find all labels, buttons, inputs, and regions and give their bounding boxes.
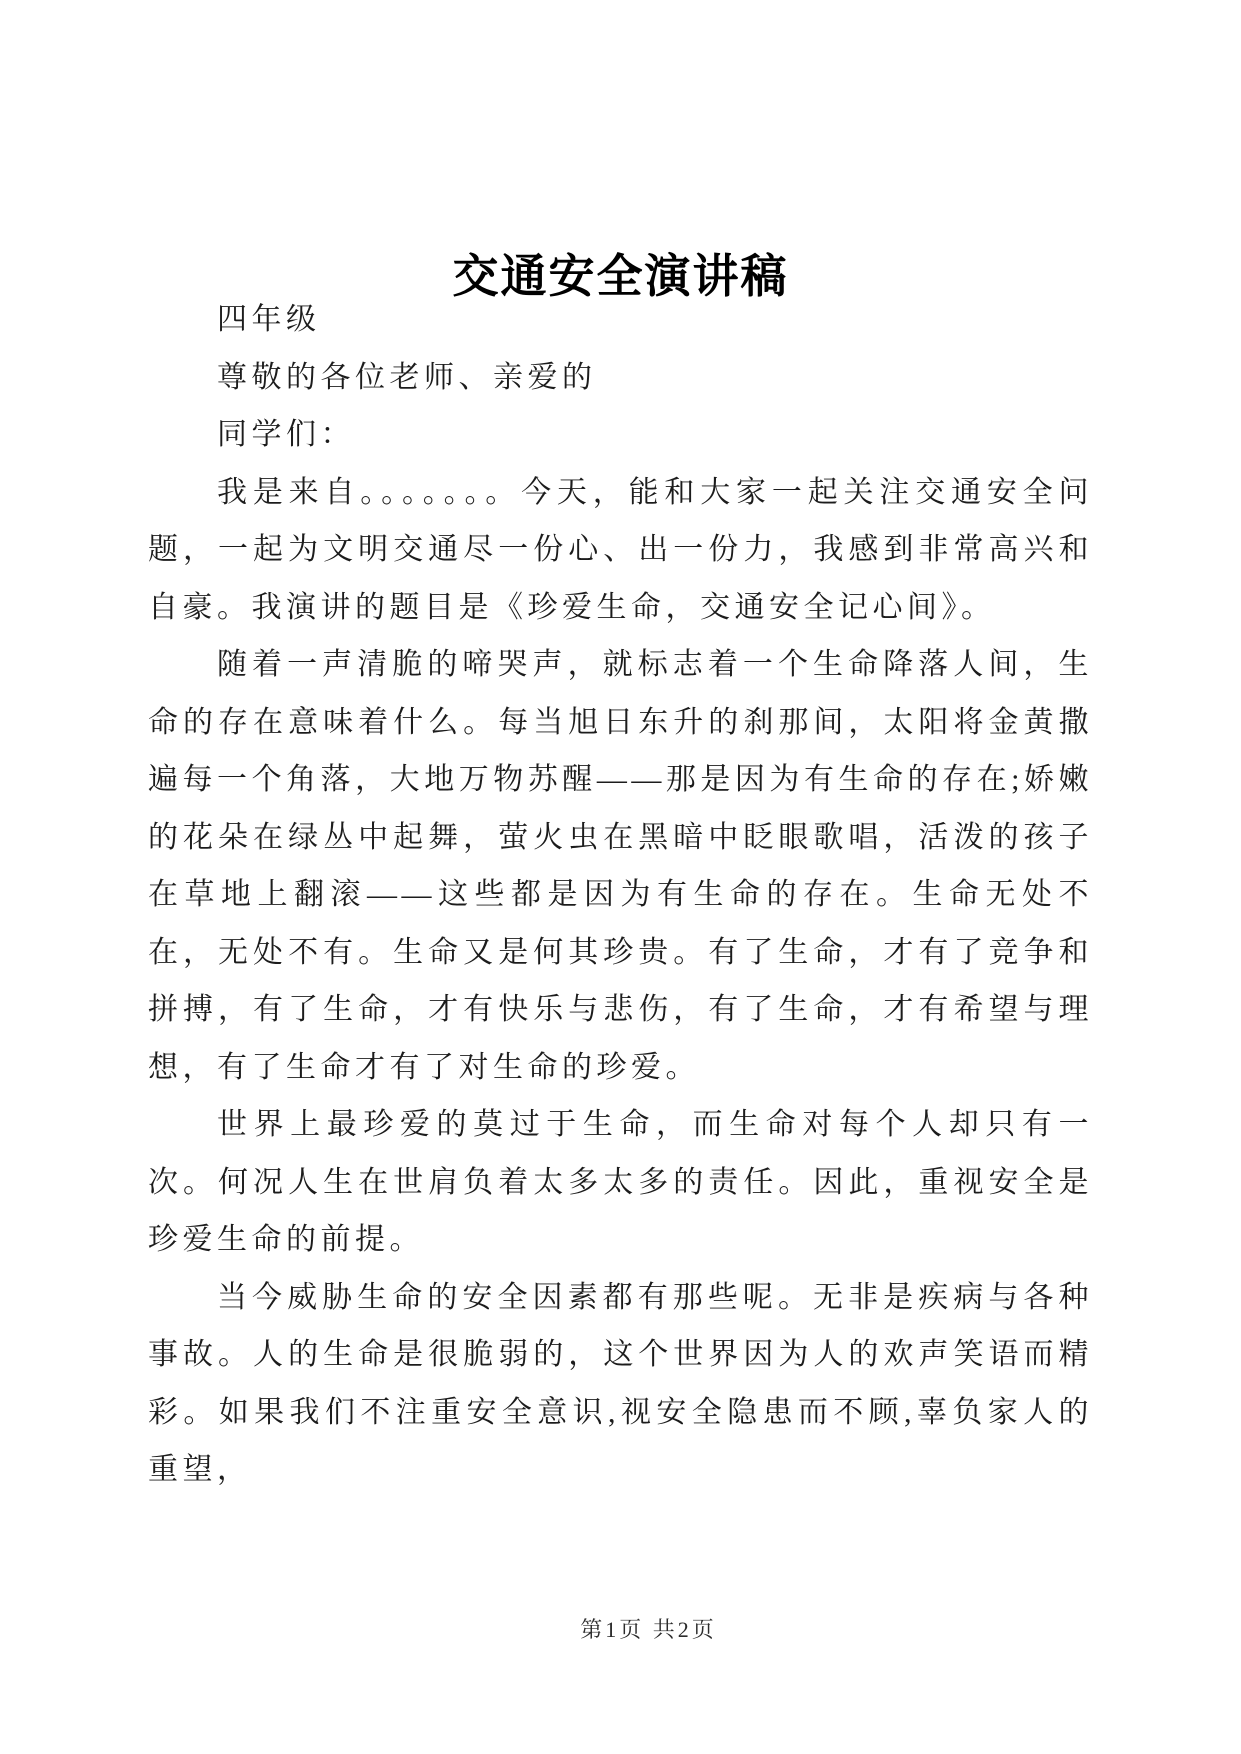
paragraph: 随着一声清脆的啼哭声，就标志着一个生命降落人间，生命的存在意味着什么。每当旭日东升的刹那间，太阳将金黄撒遍每一个角落，大地万物苏醒——那是因为有生命的存在;娇嫩的花朵在绿丛中起舞，萤火虫在黑暗中眨眼歌唱，活泼的孩子在草地上翻滚——这些都是因为有生命的存在。生命无处不在，无处不有。生命又是何其珍贵。有了生命，才有了竞争和拼搏，有了生命，才有快乐与悲伤，有了生命，才有希望与理想，有了生命才有了对生命的珍爱。 bbox=[148, 648, 1093, 1084]
paragraph: 我是来自。。。。。。。今天，能和大家一起关注交通安全问题，一起为文明交通尽一份心、出一份力，我感到非常高兴和自豪。我演讲的题目是《珍爱生命，交通安全记心间》。 bbox=[148, 475, 1093, 624]
document-body bbox=[148, 291, 1093, 1499]
page-number-indicator: 第1页 共2页 bbox=[580, 1617, 717, 1642]
paragraph: 当今威胁生命的安全因素都有那些呢。无非是疾病与各种事故。人的生命是很脆弱的，这个世界因为人的欢声笑语而精彩。如果我们不注重安全意识,视安全隐患而不顾,辜负家人的重望， bbox=[148, 1280, 1093, 1486]
paragraph: 同学们： bbox=[217, 418, 355, 451]
paragraph: 世界上最珍爱的莫过于生命，而生命对每个人却只有一次。何况人生在世肩负着太多太多的责任。因此，重视安全是珍爱生命的前提。 bbox=[148, 1108, 1093, 1256]
paragraph: 四年级 bbox=[217, 303, 321, 336]
page-title: 交通安全演讲稿 bbox=[452, 250, 789, 302]
paragraph: 尊敬的各位老师、亲爱的 bbox=[217, 360, 597, 394]
